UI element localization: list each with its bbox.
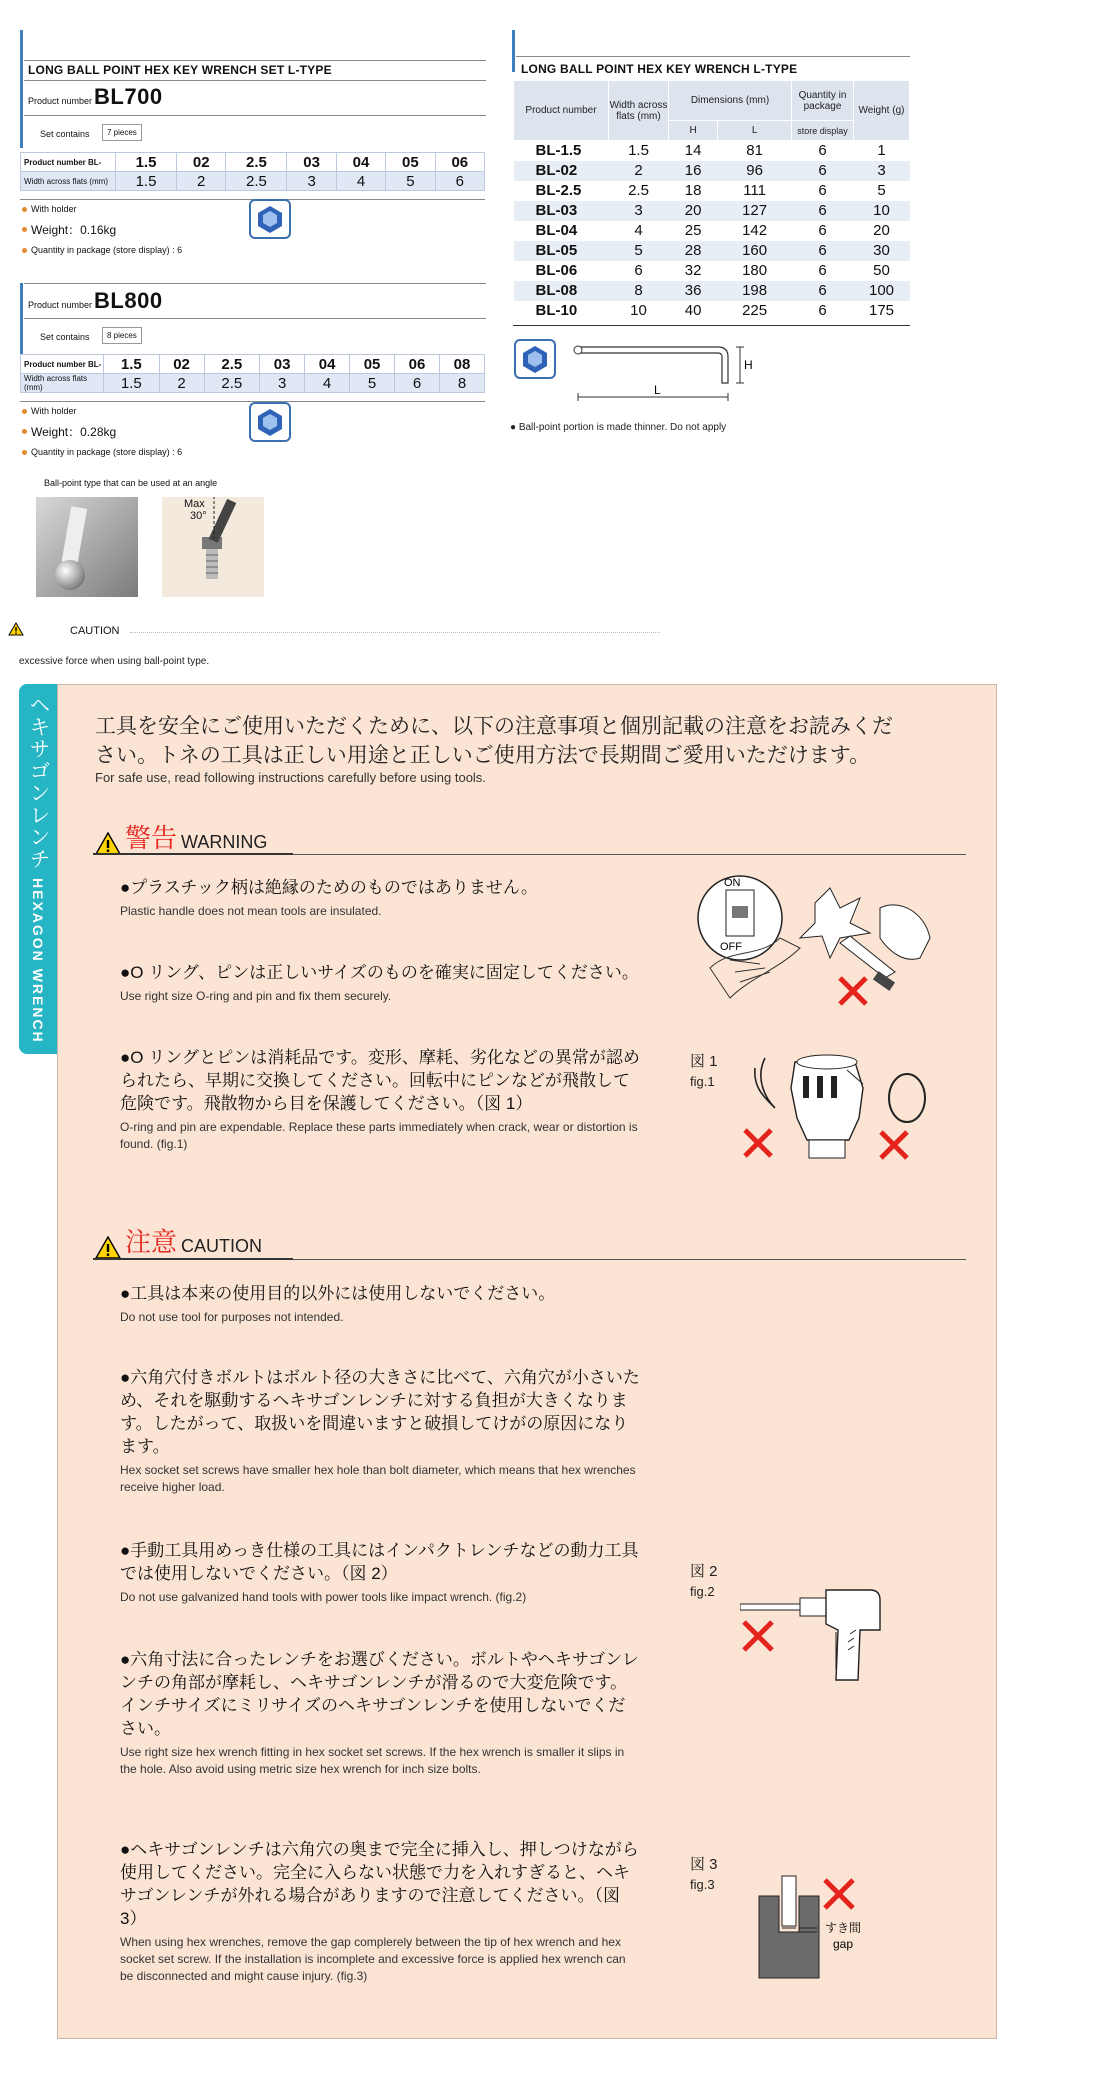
set-contains-label: Set contains	[40, 332, 90, 342]
table-row	[514, 141, 910, 161]
warning-item-jp: ●プラスチック柄は絶縁のためのものではありません。	[120, 878, 538, 897]
fig1-illustration	[735, 1048, 935, 1168]
table-cell: 6	[435, 172, 484, 191]
fig3-en: fig.3	[690, 1877, 715, 1892]
set-contains-label: Set contains	[40, 129, 90, 139]
table-cell: 30	[854, 241, 910, 261]
list-item: Weight：0.16kg	[22, 221, 182, 238]
fig2-illustration	[740, 1570, 940, 1690]
table-cell: 6	[792, 201, 854, 221]
product-number	[28, 84, 163, 110]
table-cell: 20	[854, 221, 910, 241]
table-cell: 4	[305, 374, 350, 393]
set-contains-value: 8 pieces	[102, 327, 142, 344]
col-H: H	[669, 121, 718, 141]
caution-jp: 注意	[125, 1227, 178, 1257]
caution-item-en: Hex socket set screws have smaller hex hole than bolt diameter, which means that hex wrenches receive higher load.	[120, 1463, 636, 1494]
table-cell: 81	[718, 141, 792, 161]
caution-item	[120, 1648, 640, 1778]
list-item: Quantity in package (store display) : 6	[22, 245, 182, 255]
table-cell: 6	[792, 241, 854, 261]
fig2-jp: 図 2	[690, 1563, 718, 1580]
table-cell: 1	[854, 141, 910, 161]
table-cell: 1.5	[104, 355, 160, 374]
intro-jp-line2: さい。トネの工具は正しい用途と正しいご使用方法で長期間ご愛用いただけます。	[95, 744, 871, 767]
table-cell: 6	[792, 141, 854, 161]
small-caution-label: CAUTION	[70, 625, 120, 637]
switch-on-label: ON	[724, 877, 741, 889]
table-cell: BL-08	[514, 281, 609, 301]
table-cell: 05	[350, 355, 395, 374]
fig3-gap-jp: すき間	[825, 1921, 862, 1935]
fig1-jp: 図 1	[690, 1053, 718, 1070]
warning-triangle-icon	[95, 1236, 121, 1259]
table-cell: 08	[440, 355, 485, 374]
caution-en: CAUTION	[181, 1236, 263, 1256]
warning-jp: 警告	[125, 823, 178, 853]
table-row	[514, 221, 910, 241]
table-row	[514, 241, 910, 261]
caution-item-jp: ●手動工具用めっき仕様の工具にはインパクトレンチなどの動力工具では使用しないでください。（図 2）	[120, 1541, 639, 1583]
set-title: LONG BALL POINT HEX KEY WRENCH SET L-TYPE	[28, 63, 332, 77]
table-cell: 6	[792, 281, 854, 301]
section-accent-bar	[20, 30, 23, 148]
divider	[516, 56, 910, 57]
warning-triangle-icon	[95, 832, 121, 855]
set-contains-value: 7 pieces	[102, 124, 142, 141]
notes-list	[22, 204, 182, 255]
table-cell: 18	[669, 181, 718, 201]
caution-item	[120, 1282, 640, 1326]
table-cell: 225	[718, 301, 792, 321]
table-cell: BL-05	[514, 241, 609, 261]
table-cell: 5	[386, 172, 435, 191]
table-cell: 32	[669, 261, 718, 281]
table-cell: 175	[854, 301, 910, 321]
table-cell: 3	[260, 374, 305, 393]
table-cell: 6	[792, 161, 854, 181]
product-number-label: Product number	[28, 96, 93, 106]
table-cell: 06	[435, 153, 484, 172]
divider	[93, 853, 293, 855]
table-cell: 10	[854, 201, 910, 221]
caution-item	[120, 1366, 640, 1496]
warning-item-en: O-ring and pin are expendable. Replace these parts immediately when crack, wear or distortion is found. (fig.1)	[120, 1120, 638, 1151]
table-cell: 04	[336, 153, 385, 172]
table-cell: 10	[609, 301, 669, 321]
caution-item-en: When using hex wrenches, remove the gap complerely between the tip of hex wrench and hex socket set screw. If the installation is incomplete and excessive force is applied hex wrench can be disconnected and might cause injury. (fig.3)	[120, 1935, 626, 1983]
table-cell: 3	[609, 201, 669, 221]
col-L: L	[718, 121, 792, 141]
intro-jp-line1: 工具を安全にご使用いただくために、以下の注意事項と個別記載の注意をお読みくだ	[95, 715, 893, 738]
table-cell: 28	[669, 241, 718, 261]
table-cell: 100	[854, 281, 910, 301]
table-cell: 4	[609, 221, 669, 241]
table-cell: 3	[854, 161, 910, 181]
table-cell: BL-2.5	[514, 181, 609, 201]
table-cell: 6	[792, 181, 854, 201]
intro-en: For safe use, read following instructions carefully before using tools.	[95, 770, 486, 785]
warning-item	[120, 961, 640, 1005]
table-row	[514, 161, 910, 181]
angle-label-degrees: 30°	[190, 510, 207, 522]
divider	[513, 325, 910, 326]
table-cell: 36	[669, 281, 718, 301]
warning-item	[120, 876, 640, 920]
table-cell: 02	[159, 355, 204, 374]
warning-en: WARNING	[181, 832, 268, 852]
table-cell: 02	[177, 153, 226, 172]
col-quantity: Quantity in package	[792, 81, 854, 121]
divider	[24, 318, 486, 319]
table-cell: 50	[854, 261, 910, 281]
fig3-jp: 図 3	[690, 1856, 718, 1873]
table-cell: 6	[792, 301, 854, 321]
size-table-row1-label: Product number BL-	[21, 355, 104, 374]
table-row	[514, 261, 910, 281]
product-number-value: BL800	[94, 288, 163, 313]
switch-off-label: OFF	[720, 941, 742, 953]
small-caution-text: excessive force when using ball-point type.	[19, 656, 210, 667]
product-number-value: BL700	[94, 84, 163, 109]
product-number-label: Product number	[28, 300, 93, 310]
table-cell: 1.5	[116, 172, 177, 191]
table-cell: 160	[718, 241, 792, 261]
table-cell: 96	[718, 161, 792, 181]
table-cell: 8	[440, 374, 485, 393]
side-tab-jp: ヘキサゴンレンチ	[27, 694, 50, 870]
warning-item-en: Plastic handle does not mean tools are insulated.	[120, 904, 382, 918]
table-cell: BL-10	[514, 301, 609, 321]
list-item: With holder	[22, 204, 182, 214]
table-cell: 2	[177, 172, 226, 191]
list-item: Quantity in package (store display) : 6	[22, 447, 182, 457]
table-row	[514, 201, 910, 221]
caution-item-jp: ●六角穴付きボルトはボルト径の大きさに比べて、六角穴が小さいため、それを駆動するヘキサゴンレンチに対する負担が大きくなります。したがって、取扱いを間違いますと破損してけがの原因になります。	[120, 1368, 640, 1456]
col-weight: Weight (g)	[854, 81, 910, 141]
warning-item-jp: ●O リング、ピンは正しいサイズのものを確実に固定してください。	[120, 963, 639, 982]
warning-item-jp: ●O リングとピンは消耗品です。変形、摩耗、劣化などの異常が認められたら、早期に交換してください。回転中にピンなどが飛散して危険です。飛散物から目を保護してください。（図 1）	[120, 1048, 640, 1113]
ballpoint-caption: Ball-point type that can be used at an angle	[44, 478, 218, 488]
table-cell: 20	[669, 201, 718, 221]
col-width: Width across flats (mm)	[609, 81, 669, 141]
table-cell: 111	[718, 181, 792, 201]
fig1-en: fig.1	[690, 1074, 715, 1089]
col-dimensions: Dimensions (mm)	[669, 81, 792, 121]
table-cell: 2	[159, 374, 204, 393]
hex-key-icon	[514, 339, 556, 379]
size-table	[20, 152, 485, 191]
caution-header	[95, 1222, 262, 1259]
table-cell: 180	[718, 261, 792, 281]
list-item: Weight：0.28kg	[22, 423, 182, 440]
table-cell: 06	[395, 355, 440, 374]
diagram-L-label: L	[654, 383, 661, 397]
caution-item-en: Use right size hex wrench fitting in hex socket set screws. If the hex wrench is smaller it slips in the hole. Also avoid using metric size hex wrench for inch size bolts.	[120, 1745, 625, 1776]
table-row	[514, 181, 910, 201]
table-cell: 6	[609, 261, 669, 281]
caution-item-en: Do not use galvanized hand tools with power tools like impact wrench. (fig.2)	[120, 1590, 527, 1604]
fig2-label	[690, 1562, 718, 1602]
fig1-label	[690, 1052, 718, 1092]
caution-item-jp: ●六角寸法に合ったレンチをお選びください。ボルトやヘキサゴンレンチの角部が摩耗し、ヘキサゴンレンチが滑るので大変危険です。インチサイズにミリサイズのヘキサゴンレンチを使用しないでください。	[120, 1650, 639, 1738]
table-cell: BL-02	[514, 161, 609, 181]
table-row	[514, 281, 910, 301]
table-cell: 142	[718, 221, 792, 241]
table-cell: BL-06	[514, 261, 609, 281]
section-accent-bar	[512, 30, 515, 72]
warning-item-en: Use right size O-ring and pin and fix them securely.	[120, 989, 392, 1003]
table-cell: 198	[718, 281, 792, 301]
table-cell: 14	[669, 141, 718, 161]
intro	[95, 712, 985, 785]
table-cell: 03	[260, 355, 305, 374]
size-table	[20, 354, 485, 393]
fig2-en: fig.2	[690, 1584, 715, 1599]
divider	[130, 625, 660, 633]
divider	[293, 854, 966, 855]
table-cell: 40	[669, 301, 718, 321]
size-table-row2-label: Width across flats (mm)	[21, 374, 104, 393]
caution-item-jp: ●ヘキサゴンレンチは六角穴の奥まで完全に挿入し、押しつけながら使用してください。完全に入らない状態で力を入れすぎると、ヘキサゴンレンチが外れる場合がありますので注意してください。（図 3）	[120, 1840, 639, 1928]
caution-item-jp: ●工具は本来の使用目的以外には使用しないでください。	[120, 1284, 556, 1303]
diagram-H-label: H	[744, 358, 753, 372]
angle-illustration	[162, 497, 264, 597]
divider	[24, 283, 486, 284]
table-cell: 2.5	[226, 172, 287, 191]
table-cell: 04	[305, 355, 350, 374]
divider	[24, 80, 486, 81]
table-cell: 6	[395, 374, 440, 393]
size-table-row2-label: Width across flats (mm)	[21, 172, 116, 191]
table-cell: 5	[609, 241, 669, 261]
table-cell: 127	[718, 201, 792, 221]
table-cell: 25	[669, 221, 718, 241]
side-tab-en: HEXAGON WRENCH	[30, 878, 46, 1044]
size-table-row1-label: Product number BL-	[21, 153, 116, 172]
table-cell: 5	[350, 374, 395, 393]
table-cell: BL-03	[514, 201, 609, 221]
table-cell: 3	[287, 172, 336, 191]
divider	[24, 60, 486, 61]
table-cell: 8	[609, 281, 669, 301]
electric-shock-illustration	[690, 868, 940, 1018]
table-cell: 4	[336, 172, 385, 191]
table-cell: 03	[287, 153, 336, 172]
caution-item	[120, 1838, 640, 1985]
hex-key-icon	[249, 402, 291, 442]
table-cell: BL-04	[514, 221, 609, 241]
list-item: With holder	[22, 406, 182, 416]
col-product-number: Product number	[514, 81, 609, 141]
table-cell: 5	[854, 181, 910, 201]
warning-header	[95, 818, 267, 855]
table-cell: 2.5	[609, 181, 669, 201]
table-cell: 05	[386, 153, 435, 172]
col-store-display: store display	[792, 121, 854, 141]
table-cell: 2.5	[226, 153, 287, 172]
table-row	[514, 301, 910, 321]
caution-item	[120, 1539, 640, 1606]
single-note: ● Ball-point portion is made thinner. Do not apply	[510, 422, 727, 433]
single-title: LONG BALL POINT HEX KEY WRENCH L-TYPE	[521, 62, 798, 76]
product-number	[28, 288, 163, 314]
warning-item	[120, 1046, 640, 1153]
table-cell: 6	[792, 261, 854, 281]
caution-item-en: Do not use tool for purposes not intended.	[120, 1310, 344, 1324]
notes-list	[22, 406, 182, 457]
fig3-illustration	[755, 1872, 895, 1982]
hex-key-icon	[249, 199, 291, 239]
fig3-label	[690, 1855, 718, 1895]
warning-triangle-icon	[8, 622, 24, 641]
table-cell: 16	[669, 161, 718, 181]
table-cell: BL-1.5	[514, 141, 609, 161]
table-cell: 2	[609, 161, 669, 181]
section-accent-bar	[20, 283, 23, 361]
divider	[24, 115, 486, 116]
ballpoint-photo	[36, 497, 138, 597]
divider	[293, 1259, 966, 1260]
spec-table	[513, 80, 910, 321]
table-cell: 1.5	[116, 153, 177, 172]
table-cell: 6	[792, 221, 854, 241]
side-tab	[19, 684, 57, 1054]
table-cell: 1.5	[609, 141, 669, 161]
wrench-dimension-diagram	[568, 335, 758, 405]
table-cell: 2.5	[204, 355, 260, 374]
table-cell: 1.5	[104, 374, 160, 393]
angle-label-max: Max	[184, 498, 205, 510]
divider	[93, 1258, 293, 1260]
fig3-gap-en: gap	[833, 1937, 854, 1951]
table-cell: 2.5	[204, 374, 260, 393]
